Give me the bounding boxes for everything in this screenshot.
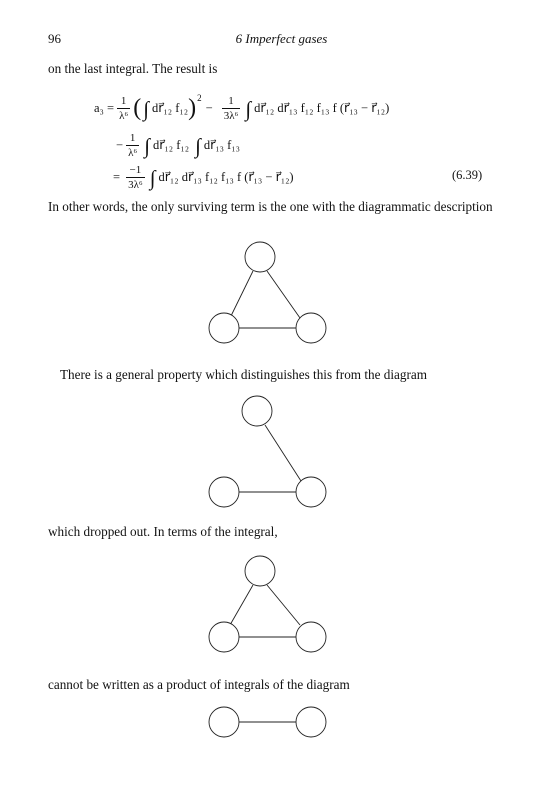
eq-term: dr⃗₁₃ f₁₃ [203, 138, 240, 152]
integral-sign: ∫ [143, 96, 150, 121]
integral-sign: ∫ [149, 165, 156, 190]
diagram-node [209, 707, 239, 737]
eq-fraction: $\frac{-1}{\text{3λ⁶}}$ [128, 163, 143, 191]
integral-sign: ∫ [195, 133, 201, 158]
eq-minus: − [116, 137, 124, 152]
integral-sign: ∫ [144, 133, 150, 158]
paragraph-intro: on the last integral. The result is [48, 61, 218, 76]
paragraph-product-integrals: cannot be written as a product of integrals of the diagram [48, 677, 350, 692]
eq-fraction: $\frac{1}{\text{λ⁶}}$ [128, 131, 138, 159]
eq-fraction: $\frac{1}{\text{λ⁶}}$ [119, 94, 129, 122]
eq-term: dr⃗₁₂ f₁₂ [152, 101, 189, 115]
equation-number: (6.39) [452, 168, 483, 182]
integral-sign: ∫ [245, 96, 252, 121]
page-number: 96 [48, 31, 61, 46]
eq-term: dr⃗₁₂ dr⃗₁₃ f₁₂ f₁₃ f (r⃗₁₃ − r⃗₁₂) [254, 101, 390, 115]
paragraph-surviving-term: In other words, the only surviving term is the one with the diagrammatic description [48, 199, 493, 214]
eq-term: dr⃗₁₂ f₁₂ [153, 138, 190, 152]
eq-fraction: $\frac{1}{\text{3λ⁶}}$ [223, 94, 239, 122]
eq-lhs: a₃ = [94, 100, 115, 115]
eq-equals: = [113, 169, 121, 184]
eq-exponent: 2 [197, 93, 202, 103]
eq-minus: − [205, 100, 213, 115]
paragraph-dropped-out: which dropped out. In terms of the integral, [48, 524, 278, 539]
paragraph-general-property: There is a general property which distinguishes this from the diagram [60, 367, 427, 382]
eq-paren-close: ) [188, 95, 197, 121]
running-title: 6 Imperfect gases [235, 31, 328, 46]
eq-paren-open: ( [133, 95, 142, 121]
diagram-node [296, 707, 326, 737]
eq-term: dr⃗₁₂ dr⃗₁₃ f₁₂ f₁₃ f (r⃗₁₃ − r⃗₁₂) [158, 170, 294, 184]
